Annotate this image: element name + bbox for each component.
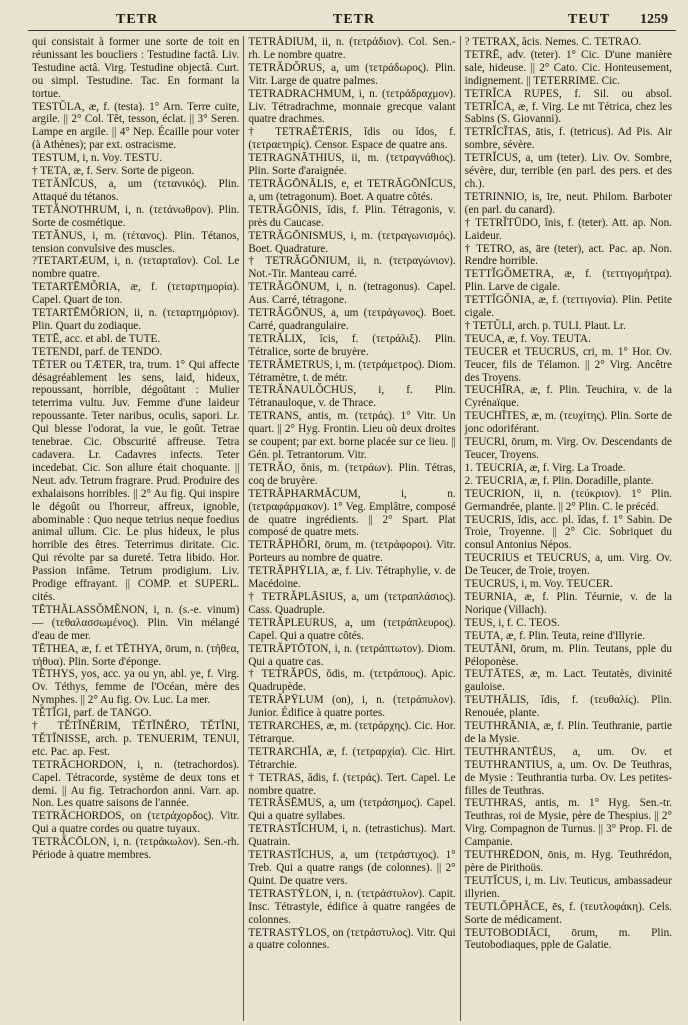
dictionary-entry: † TETŬLI, arch. p. TULI. Plaut. Lr. xyxy=(464,319,626,332)
dictionary-entry: TEUTĬCUS, i, m. Liv. Teuticus, ambassadeur illyrien. xyxy=(464,874,672,900)
dictionary-entry: TETĂNĬCUS, a, um (τετανικός). Plin. Attaqué du tétanos. xyxy=(32,177,240,203)
dictionary-entry: TETARTĒMŎRION, ii, n. (τεταρτημόριον). Plin. Quart du zodiaque. xyxy=(32,307,240,332)
dictionary-entry: TETRĂCŌLON, i, n. (τετράκωλον). Sen.-rh. Période à quatre membres. xyxy=(32,836,240,862)
dictionary-entry: TEUTLŎPHĂCE, ēs, f. (τευτλοφάκη). Cels. Sorte de médicament. xyxy=(464,900,672,926)
dictionary-entry: TETTĬGŎMETRA, æ, f. (τεττιγομήτρα). Plin. Larve de cigale. xyxy=(464,268,672,294)
dictionary-entry: † TETRO, as, āre (teter), act. Pac. ap. Non. Rendre horrible. xyxy=(464,242,672,268)
header-rule xyxy=(28,30,676,31)
dictionary-entry: TEUTHRĀNIA, æ, f. Plin. Teuthranie, partie de la Mysie. xyxy=(464,720,672,745)
dictionary-entry: TETRAGNĀTHIUS, ii, m. (τετραγνάθιος). Plin. Sorte d'araignée. xyxy=(248,152,456,178)
entry-columns xyxy=(28,36,676,1021)
dictionary-entry: TETRĂCHORDOS, on (τετράχορδος). Vitr. Qui a quatre cordes ou quatre tuyaux. xyxy=(32,810,240,836)
dictionary-entry: TEUTHĀLIS, ĭdis, f. (τευθαλίς). Plin. Renouée, plante. xyxy=(464,694,672,720)
dictionary-entry: TEUCHĪTES, æ, m. (τευχίτης). Plin. Sorte de jonc odoriférant. xyxy=(464,410,672,436)
dictionary-entry: TETRĂSĒMUS, a, um (τετράσημος). Capel. Qui a quatre syllabes. xyxy=(248,797,456,823)
dictionary-entry: TETRĬCUS, a, um (teter). Liv. Ov. Sombre, sévère, dur, terrible (en parl. des pers. et des ch.). xyxy=(464,152,672,190)
dictionary-entry: TETRĂGŌNISMUS, i, m. (τετραγωνισμός). Boet. Quadrature. xyxy=(248,229,456,255)
dictionary-entry: TETRĂGŌNUS, a, um (τετράγωνος). Boet. Carré, quadrangulaire. xyxy=(248,307,456,332)
dictionary-entry: † TETRĂPLĀSIUS, a, um (τετραπλάσιος). Cass. Quadruple. xyxy=(248,590,456,616)
dictionary-entry: TETRASTĬCHUS, a, um (τετράστιχος). 1° Treb. Qui a quatre rangs (de colonnes). || 2° Quint. De quatre vers. xyxy=(248,849,456,887)
dictionary-entry: TEUS, i, f. C. TEOS. xyxy=(464,616,560,629)
dictionary-entry: TETĂNOTHRUM, i, n. (τετάνωθρον). Plin. Sorte de cosmétique. xyxy=(32,203,240,229)
dictionary-entry: TETTĬGŎNIA, æ, f. (τεττιγονία). Plin. Petite cigale. xyxy=(464,294,672,320)
dictionary-entry: TETRĂO, ŏnis, m. (τετράων). Plin. Tétras, coq de bruyère. xyxy=(248,461,456,487)
dictionary-entry: 1. TEUCRIA, æ, f. Virg. La Troade. xyxy=(464,461,626,474)
dictionary-entry: TEUTHRĒDON, ōnis, m. Hyg. Teuthrédon, père de Pirithoüs. xyxy=(464,849,672,874)
dictionary-entry: TEUCRION, ii, n. (τεύκριον). 1° Plin. Germandrée, plante. || 2° Plin. C. le précéd. xyxy=(464,487,672,513)
dictionary-entry: TETRĂLIX, ĭcis, f. (τετράλιξ). Plin. Tétralice, sorte de bruyère. xyxy=(248,332,456,358)
dictionary-entry: TEUCRI, ōrum, m. Virg. Ov. Descendants de Teucer, Troyens. xyxy=(464,436,672,461)
dictionary-entry: TETRASTȲLON, i, n. (τετράστυλον). Capit. Insc. Tétrastyle, édifice à quatre rangées de colonnes. xyxy=(248,887,456,926)
dictionary-entry: TETRĂPȲLUM (on), i, n. (τετράπυλον). Junior. Édifice à quatre portes. xyxy=(248,694,456,720)
dictionary-entry: TETRĂNAULŎCHUS, i, f. Plin. Tétranauloque, v. de Thrace. xyxy=(248,384,456,410)
dictionary-entry: TEUCA, æ, f. Voy. TEUTA. xyxy=(464,332,591,345)
header-middle-guideword: TETR xyxy=(333,12,376,27)
header-right-guideword: TEUT xyxy=(568,12,611,27)
dictionary-entry: ? TETRAX, ăcis. Nemes. C. TETRAO. xyxy=(464,36,642,48)
dictionary-entry: TETĒ, acc. et abl. de TUTE. xyxy=(32,332,161,345)
dictionary-entry: TEUCRIUS et TEUCRUS, a, um. Virg. Ov. De Teucer, de Troie, troyen. xyxy=(464,552,672,578)
dictionary-entry: TETRĂGŌNUM, i, n. (tetragonus). Capel. Aus. Carré, tétragone. xyxy=(248,281,456,307)
dictionary-entry: 2. TEUCRIA, æ, f. Plin. Doradille, plante. xyxy=(464,474,654,487)
dictionary-entry: TETRĂPHARMĂCUM, i, n. (τετραφάρμακον). 1° Veg. Emplâtre, composé de quatre ingrédients. || 2° Spart. Plat composé de quatre mets. xyxy=(248,487,456,539)
dictionary-entry: TĔTĬGI, parf. de TANGO. xyxy=(32,707,152,720)
dictionary-entry: TETRĂMETRUS, i, m. (τετράμετρος). Diom. Tétramètre, t. de métr. xyxy=(248,358,456,384)
header-left-guideword: TETR xyxy=(116,12,159,27)
dictionary-entry: TEUTĀNI, ōrum, m. Plin. Teutans, pple du Péloponèse. xyxy=(464,642,672,668)
dictionary-entry: TETRARCHES, æ, m. (τετράρχης). Cic. Hor. Tétrarque. xyxy=(248,720,456,745)
dictionary-entry: TETRASTĬCHUM, i, n. (tetrastichus). Mart. Quatrain. xyxy=(248,823,456,849)
dictionary-entry: TEUCHĪRA, æ, f. Plin. Teuchira, v. de la Cyrénaïque. xyxy=(464,384,672,410)
dictionary-entry: TEURNIA, æ, f. Plin. Téurnie, v. de la Norique (Villach). xyxy=(464,590,672,616)
dictionary-entry: TETRĂPHŎRI, ōrum, m. (τετράφοροι). Vitr. Porteurs au nombre de quatre. xyxy=(248,539,456,565)
dictionary-entry: TEUTA, æ, f. Plin. Teuta, reine d'Illyrie. xyxy=(464,629,645,642)
dictionary-entry: † TETRĂPŪS, ŏdis, m. (τετράπους). Apic. Quadrupède. xyxy=(248,668,456,694)
dictionary-entry: TETRĬCA RUPES, f. Sil. ou absol. TETRĬCA, æ, f. Virg. Le mt Tétrica, chez les Sabins (S. Giovanni). xyxy=(464,87,672,126)
dictionary-entry: TETRĂDIUM, ii, n. (τετράδιον). Col. Sen.-rh. Le nombre quatre. xyxy=(248,36,456,61)
dictionary-entry: † TETA, æ, f. Serv. Sorte de pigeon. xyxy=(32,165,195,178)
dictionary-entry: ?TETARTÆUM, i, n. (τεταρταῖον). Col. Le nombre quatre. xyxy=(32,255,240,281)
page-number: 1259 xyxy=(640,12,668,27)
dictionary-entry: TETRĂPHȲLIA, æ, f. Liv. Tétraphylie, v. de Macédoine. xyxy=(248,565,456,591)
dictionary-entry: TEUTHRANTĒUS, a, um. Ov. et TEUTHRANTIUS, a, um. Ov. De Teuthras, de Mysie : Teuthrantia turba. Ov. Les petites-filles de Teuthras. xyxy=(464,745,672,797)
dictionary-entry: TETRANS, antis, m. (τετράς). 1° Vitr. Un quart. || 2° Hyg. Frontin. Lieu où deux droites se coupent; par ext. borne placée sur ce lieu. || Gén. pl. Tetrantorum. Vitr. xyxy=(248,410,456,461)
dictionary-entry: TĒTHĂLASSŎMĔNON, i, n. (s.-e. vinum) — (τεθαλασσωμένος). Plin. Vin mélangé d'eau de mer. xyxy=(32,603,240,642)
dictionary-entry: † TETRĂGŌNIUM, ii, n. (τετραγώνιον). Not.-Tir. Manteau carré. xyxy=(248,255,456,281)
dictionary-entry: TETRASTȲLOS, on (τετράστυλος). Vitr. Qui a quatre colonnes. xyxy=(248,926,456,952)
dictionary-entry: TEUTĀTES, æ, m. Lact. Teutatès, divinité gauloise. xyxy=(464,668,672,694)
dictionary-entry: † TĔTĬNĔRIM, TĔTĬNĔRO, TĔTĬNI, TĔTĬNISSE, arch. p. TENUERIM, TENUI, etc. Pac. ap. Fest. xyxy=(32,720,240,758)
dictionary-entry: TETRĂGŌNIS, ĭdis, f. Plin. Tétragonis, v. près du Caucase. xyxy=(248,203,456,229)
dictionary-entry: TETĂNUS, i, m. (τέτανος). Plin. Tétanos, tension convulsive des muscles. xyxy=(32,229,240,255)
dictionary-entry: TEUCER et TEUCRUS, cri, m. 1° Hor. Ov. Teucer, fils de Télamon. || 2° Virg. Ancêtre des Troyens. xyxy=(464,345,672,384)
dictionary-entry: qui consistait à former une sorte de toit en réunissant les boucliers : Testudine factâ. Liv. Testudine actâ. Virg. Testudine objectâ. Curt. ou simpl. Testudine. Tac. En formant la tortue. xyxy=(32,36,240,100)
dictionary-entry: † TETRAĔTĒRIS, ĭdis ou ĭdos, f. (τετραετηρίς). Censor. Espace de quatre ans. xyxy=(248,126,456,152)
dictionary-entry: TETENDI, parf. de TENDO. xyxy=(32,345,163,358)
dictionary-entry: TESTUM, i, n. Voy. TESTU. xyxy=(32,152,163,165)
dictionary-entry: TEUTHRAS, antis, m. 1° Hyg. Sen.-tr. Teuthras, roi de Mysie, père de Thespius. || 2° Virg. Compagnon de Turnus. || 3° Prop. Fl. de Campanie. xyxy=(464,797,672,849)
dictionary-entry: TETRĂCHORDON, i, n. (tetrachordos). Capel. Tétracorde, système de deux tons et demi. || Au fig. Tetrachordon anni. Varr. ap. Non. Les quatre saisons de l'année. xyxy=(32,758,240,810)
dictionary-entry: TEUCRIS, ĭdis, acc. pl. ĭdas, f. 1° Sabin. De Troie, Troyenne. || 2° Cic. Sobriquet du consul Antonius Népos. xyxy=(464,513,672,552)
column-left xyxy=(28,36,243,1021)
dictionary-entry: TETRĬCĬTAS, ātis, f. (tetricus). Ad Pis. Air sombre, sévère. xyxy=(464,126,672,152)
dictionary-entry: TEUCRUS, i, m. Voy. TEUCER. xyxy=(464,578,613,591)
column-right xyxy=(460,36,676,1021)
dictionary-entry: TĒTHEA, æ, f. et TĒTHYA, ōrum, n. (τήθεα, τήθυα). Plin. Sorte d'éponge. xyxy=(32,642,240,668)
column-middle xyxy=(243,36,459,1021)
dictionary-entry: TETRĂGŌNĀLIS, e, et TETRĂGŌNĬCUS, a, um (tetragonum). Boet. A quatre côtés. xyxy=(248,177,456,203)
running-header xyxy=(28,6,676,28)
dictionary-entry: TETRINNIO, is, īre, neut. Philom. Barboter (en parl. du canard). xyxy=(464,190,672,216)
dictionary-entry: TĒTER ou TÆTER, tra, trum. 1° Qui affecte désagréablement les sens, laid, hideux, repoussant, horrible, dégoûtant : Mulier teterrima vultu. Juv. Femme d'une laideur repoussante. Teter naribus, oculis, sapori. Lr. Qui blesse l'odorat, la vue, le goût. Tetrae tenebrae. Cic. Obscurité affreuse. Tetra cadavera. Lr. Cadavres infects. Teter incedebat. Cic. Son allure était choquante. || Neut. adv. Tetrum fragrare. Prud. Produire des exhalaisons horribles. || 2° Au fig. Qui inspire le dégoût ou l'horreur, affreux, ignoble, abominable : Quo neque tetrius neque foedius animal ullum. Cic. Le plus hideux, le plus horrible des êtres. Teterrimus diritate. Cic. Qui révolte par sa dureté. Tetra libido. Hor. Passion infâme. Tetrum prodigium. Liv. Prodige effrayant. || COMP. et SUPERL. cités. xyxy=(32,358,240,603)
dictionary-entry: TETRARCHĬA, æ, f. (τετραρχία). Cic. Hirt. Tétrarchie. xyxy=(248,745,456,771)
dictionary-entry: TĒTHYS, yos, acc. ya ou yn, abl. ye, f. Virg. Ov. Téthys, femme de l'Océan, mère des Nymphes. || 2° Au fig. Ov. Luc. La mer. xyxy=(32,668,240,707)
dictionary-entry: † TETRAS, ădis, f. (τετράς). Tert. Capel. Le nombre quatre. xyxy=(248,771,456,797)
dictionary-entry: TETRĒ, adv. (teter). 1° Cic. D'une manière sale, hideuse. || 2° Cato. Cic. Honteusement, indignement. || TETERRIME. Cic. xyxy=(464,48,672,87)
dictionary-entry: TETRĂDŎRUS, a, um (τετράδωρος). Plin. Vitr. Large de quatre palmes. xyxy=(248,61,456,87)
dictionary-entry: TETARTĒMŎRIA, æ, f. (τεταρτημορία). Capel. Quart de ton. xyxy=(32,281,240,307)
dictionary-entry: TETRĂPTŌTON, i, n. (τετράπτωτον). Diom. Qui a quatre cas. xyxy=(248,642,456,668)
dictionary-entry: † TETRĬTŪDO, ĭnis, f. (teter). Att. ap. Non. Laideur. xyxy=(464,216,672,242)
dictionary-entry: TEUTOBODIĀCI, ōrum, m. Plin. Teutobodiaques, pple de Galatie. xyxy=(464,926,672,952)
dictionary-entry: TETRADRACHMUM, i, n. (τετράδραχμον). Liv. Tétradrachme, monnaie grecque valant quatre drachmes. xyxy=(248,87,456,126)
dictionary-entry: TETRĂPLEURUS, a, um (τετράπλευρος). Capel. Qui a quatre côtés. xyxy=(248,616,456,642)
dictionary-entry: TESTŬLA, æ, f. (testa). 1° Arn. Terre cuite, argile. || 2° Col. Têt, tesson, éclat. || 3° Seren. Lampe en argile. || 4° Nep. Écaille pour voter (à Athènes); par ext. ostracisme. xyxy=(32,100,240,152)
